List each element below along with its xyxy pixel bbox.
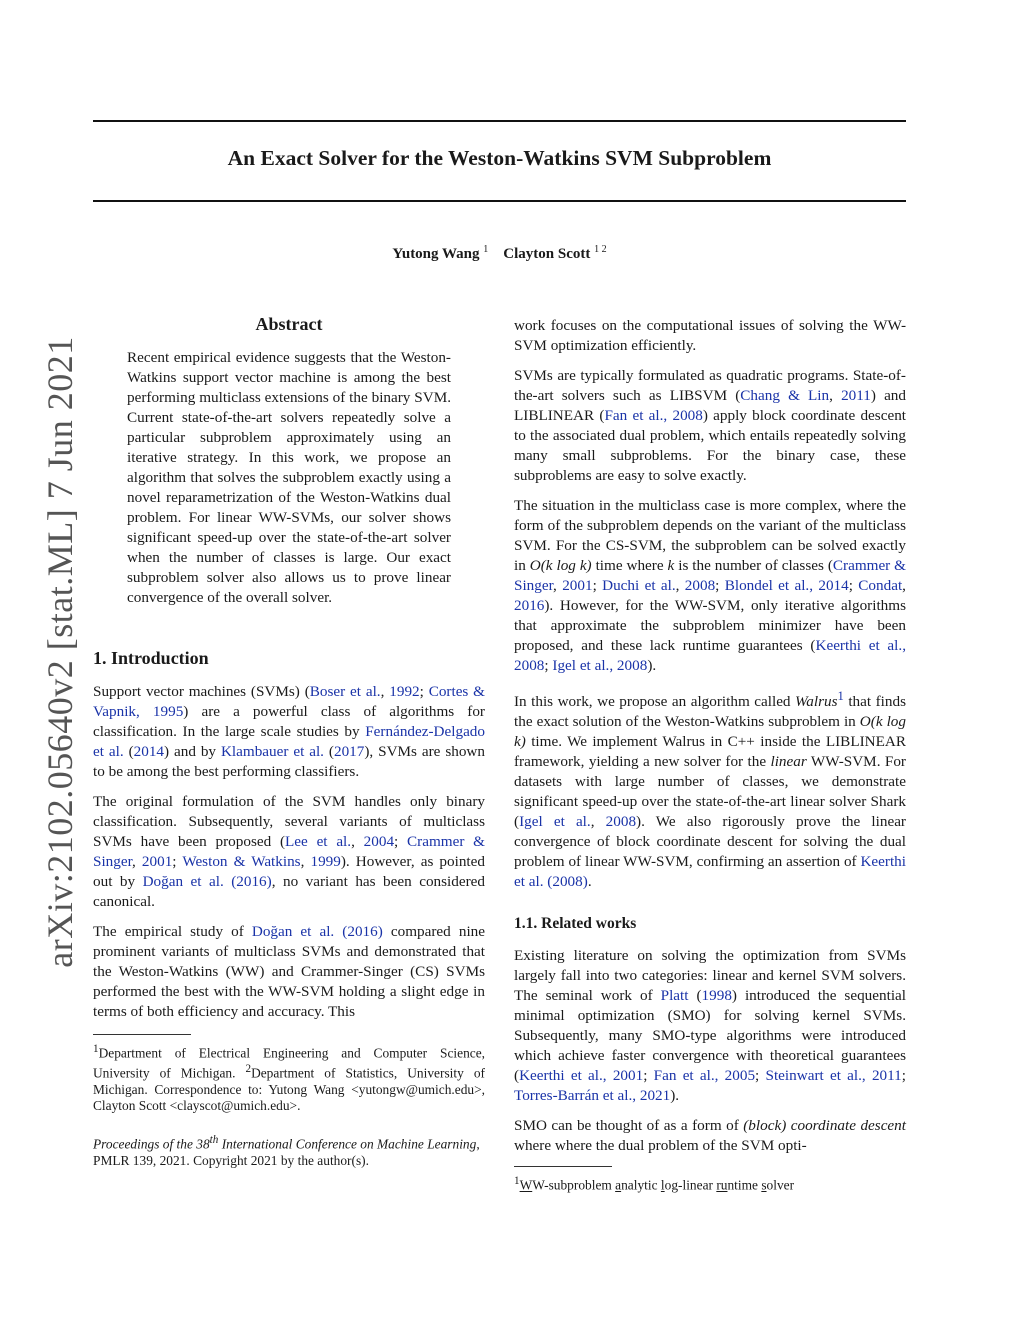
text: that finds the exact solution of the Weston-Watkins subproblem in (514, 693, 906, 731)
citation-link[interactable]: Crammer & Singer (514, 557, 906, 594)
text: , no variant has been considered canonical. (93, 873, 485, 910)
text: , (132, 853, 142, 870)
citation-link[interactable]: 1998 (701, 987, 732, 1005)
text: ; (394, 833, 408, 850)
citation-link[interactable]: Lee et al. (285, 833, 352, 850)
footnote-rule (514, 1166, 612, 1167)
text: ; (419, 683, 429, 700)
citation-link[interactable]: 2001 (141, 853, 173, 870)
text: Support vector machines (SVMs) ( (93, 683, 310, 700)
author-affiliation: 1 (483, 244, 489, 255)
citation-link[interactable]: Doğan et al. (2016) (142, 873, 272, 890)
text: Department of Electrical Engineering and Computer Science, University of Michigan. (93, 1045, 485, 1081)
citation-link[interactable]: 2008 (684, 577, 716, 594)
abstract (127, 348, 451, 608)
footnote-mark: 1 (514, 1175, 520, 1188)
text: ) apply block coordinate descent to the associated dual problem, which entails repeatedly solving many small subproblems. For the binary case, these subproblems are easy to solve exactly. (514, 407, 907, 484)
paper-title: An Exact Solver for the Weston-Watkins SVM Subproblem (227, 146, 772, 170)
citation-link[interactable]: 2014 (133, 743, 164, 760)
text: l (660, 1177, 665, 1193)
text: , (829, 387, 842, 404)
text: The empirical study of (93, 923, 252, 940)
text: ) and by (164, 743, 221, 760)
author-list (93, 244, 906, 263)
citation-link[interactable]: Crammer & Singer (93, 833, 485, 870)
citation-link[interactable]: Condat (858, 577, 903, 594)
citation-link[interactable]: Fan et al., 2005 (653, 1067, 756, 1085)
text: , (380, 683, 390, 700)
text: ; (848, 577, 859, 594)
citation-link[interactable]: Klambauer et al. (220, 743, 324, 760)
right-column (514, 316, 906, 1204)
text: where where the dual problem of the SVM opti- (514, 1137, 807, 1155)
text: , (590, 813, 606, 831)
math-expression: k (667, 557, 675, 574)
walrus-term: Walrus (795, 693, 838, 711)
text: ), SVMs are shown to be among the best performing classifiers. (93, 743, 485, 780)
text: , (675, 577, 685, 594)
text: Department of Statistics, University of Michigan. Correspondence to: Yutong Wang <yutongw@umich.edu>, Clayton Scott <clayscot@umich.edu>. (93, 1065, 485, 1113)
citation-link[interactable]: Torres-Barrán et al., 2021 (514, 1087, 671, 1105)
intro-paragraph-1 (93, 682, 485, 782)
text: a (615, 1177, 622, 1193)
text: The situation in the multiclass case is more complex, where the form of the subproblem depends on the variant of the multiclass SVM. For the CS-SVM, the subproblem can be solved exactly in (514, 497, 906, 574)
text: ntime (727, 1177, 762, 1193)
citation-link[interactable]: 1992 (389, 683, 420, 700)
text: 38 (196, 1136, 210, 1152)
citation-link[interactable]: Chang & Lin (740, 387, 830, 404)
citation-link[interactable]: Keerthi et al., 2008 (514, 637, 906, 674)
text: s (761, 1177, 767, 1193)
left-column (93, 314, 485, 1169)
body-paragraph (514, 496, 906, 676)
citation-link[interactable]: 2011 (841, 387, 871, 404)
text: nalytic (621, 1177, 661, 1193)
citation-link[interactable]: 2001 (562, 577, 593, 594)
text: The original formulation of the SVM handles only binary classification. Subsequently, several variants of multiclass SVMs have been proposed ( (93, 793, 485, 850)
citation-link[interactable]: Keerthi et al., 2001 (519, 1067, 644, 1085)
subsection-heading-related-works: 1.1. Related works (514, 915, 637, 933)
citation-link[interactable]: Duchi et al. (602, 577, 676, 594)
text: SVMs are typically formulated as quadratic programs. State-of-the-art solvers such as LIBSVM ( (514, 367, 906, 404)
text: , (300, 853, 311, 870)
footnote-mark: 1 (93, 1043, 99, 1055)
citation-link[interactable]: Platt (660, 987, 689, 1005)
text: th (209, 1133, 219, 1146)
text: ( (688, 987, 702, 1005)
text: Proceedings of the (93, 1136, 197, 1152)
text: ). We also rigorously prove the linear convergence of block coordinate descent for solving the dual problem of linear WW-SVM, confirming an assertion of (514, 813, 906, 871)
citation-link[interactable]: 1999 (310, 853, 341, 870)
text: ; (643, 1067, 654, 1085)
citation-link[interactable]: Keerthi et al. (2008) (514, 853, 906, 891)
citation-link[interactable]: 2008 (605, 813, 637, 831)
body-paragraph (514, 946, 906, 1106)
text: ru (716, 1177, 728, 1193)
text: ) introduced the sequential minimal optimization (SMO) for solving kernel SVMs. Subsequently, many SMO-type algorithms were introduced which achieve faster convergence with theoretical guarantees ( (514, 987, 906, 1085)
text: ). (670, 1087, 680, 1105)
text: ). However, for the WW-SVM, only iterative algorithms that approximate the subproblem minimizer have been proposed, and these lack runtime guarantees ( (514, 597, 906, 654)
author-name: Clayton Scott (503, 246, 591, 262)
text: Existing literature on solving the optimization from SVMs largely fall into two categories: linear and kernel SVM solvers. The seminal work of (514, 947, 906, 1005)
text: ( (323, 743, 334, 760)
title-rule-top (93, 120, 906, 122)
citation-link[interactable]: 2017 (333, 743, 365, 760)
body-paragraph: work focuses on the computational issues of solving the WW-SVM optimization efficiently. (514, 317, 906, 354)
text: is the number of classes ( (674, 557, 833, 574)
body-paragraph (514, 1116, 906, 1156)
emphasis-text: (block) coordinate descent (743, 1117, 906, 1135)
text: , (351, 833, 364, 850)
author-affiliation: 1 2 (594, 244, 607, 255)
footnote-rule (93, 1034, 191, 1035)
title-rule-bottom (93, 200, 906, 202)
text: W-subproblem (532, 1177, 616, 1193)
citation-link[interactable]: Igel et al., 2008 (552, 657, 648, 674)
citation-link[interactable]: Fernández-Delgado et al. (93, 723, 485, 760)
abstract-text: Recent empirical evidence suggests that the Weston-Watkins support vector machine is among the best performing multiclass extensions of the binary SVM. Current state-of-the-art solvers repeatedly solve a particular subproblem approximately using an iterative strategy. In this work, we propose an algorithm that solves the subproblem exactly using a novel reparametrization of the Weston-Watkins dual problem. For linear WW-SVMs, our solver shows significant speed-up over the state-of-the-art solver when the number of classes is large. Our exact subproblem solver also allows us to prove linear convergence of the overall solver. (127, 349, 451, 606)
text: ) and LIBLINEAR ( (514, 387, 906, 424)
section-heading-introduction: 1. Introduction (93, 648, 209, 668)
text: WW-SVM. For datasets with large number of classes, we demonstrate significant speed-up over the state-of-the-art linear solver Shark ( (514, 753, 906, 831)
text: time. We implement Walrus in C++ inside the LIBLINEAR framework, yielding a new solver for the (514, 733, 906, 771)
author-name: Yutong Wang (392, 246, 480, 262)
citation-link[interactable]: Igel et al. (519, 813, 591, 831)
walrus-footnote (514, 1173, 906, 1193)
body-paragraph (514, 366, 906, 486)
affiliation-footnote (93, 1041, 485, 1114)
text: ; (172, 853, 183, 870)
text: ; (901, 1067, 906, 1085)
text: compared nine prominent variants of multiclass SVMs and demonstrated that the Weston-Watkins (WW) and Crammer-Singer (CS) SVMs performed the best with the WW-SVM holding a slight edge in terms of both efficiency and accuracy. This (93, 923, 485, 1020)
citation-link[interactable]: Weston & Watkins (182, 853, 301, 870)
text: In this work, we propose an algorithm called (514, 693, 796, 711)
citation-link[interactable]: 2016 (514, 597, 545, 614)
math-expression: O(k log k) (529, 557, 592, 574)
math-expression: O(k log k) (514, 713, 906, 751)
text: W (519, 1177, 533, 1193)
text: og-linear (664, 1177, 717, 1193)
text: ). (647, 657, 657, 674)
text: , PMLR 139, 2021. Copyright 2021 by the author(s). (93, 1136, 480, 1169)
footnote-mark: 2 (245, 1063, 252, 1076)
text: ( (123, 743, 134, 760)
citation-link[interactable]: Cortes & Vapnik, 1995 (93, 683, 485, 720)
citation-link[interactable]: Steinwart et al., 2011 (765, 1067, 902, 1085)
text: ; (715, 577, 725, 594)
text: SMO can be thought of as a form of (514, 1117, 744, 1135)
text: , (553, 577, 563, 594)
text: ; (544, 657, 553, 674)
intro-paragraph-2 (93, 792, 485, 912)
text: ; (592, 577, 603, 594)
intro-paragraph-3 (93, 922, 485, 1022)
text: International Conference on Machine Learning (218, 1136, 477, 1152)
citation-link[interactable]: Fan et al., 2008 (604, 407, 703, 424)
text: olver (766, 1177, 795, 1193)
text: ). However, as pointed out by (93, 853, 485, 890)
body-paragraph (514, 686, 906, 892)
text: ) are a powerful class of algorithms for classification. In the large scale studies by (93, 703, 485, 740)
citation-link[interactable]: Doğan et al. (2016) (251, 923, 383, 940)
text: ; (755, 1067, 766, 1085)
text: . (587, 873, 592, 891)
abstract-heading: Abstract (255, 314, 323, 334)
citation-link[interactable]: Blondel et al., 2014 (724, 577, 849, 594)
proceedings-note (93, 1132, 485, 1169)
text: , (902, 577, 906, 594)
emphasis-linear: linear (770, 753, 807, 771)
text: time where (591, 557, 668, 574)
citation-link[interactable]: Boser et al. (309, 683, 381, 700)
citation-link[interactable]: 2004 (363, 833, 395, 850)
footnote-link[interactable]: 1 (837, 689, 844, 703)
arxiv-identifier: arXiv:2102.05640v2 [stat.ML] 7 Jun 2021 (40, 336, 80, 968)
